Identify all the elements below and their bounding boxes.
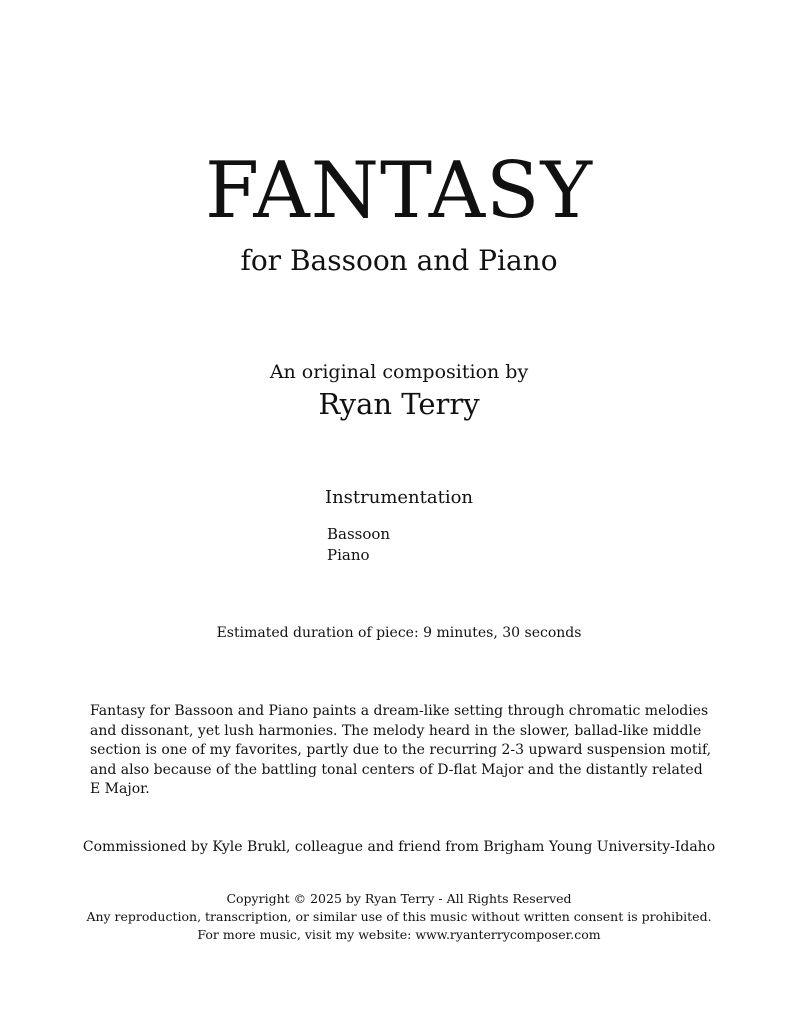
commission-text: Commissioned by Kyle Brukl, colleague and friend from Brigham Young University-Idaho — [82, 839, 716, 855]
duration-text: Estimated duration of piece: 9 minutes, 30 seconds — [216, 625, 582, 641]
subtitle: for Bassoon and Piano — [240, 244, 558, 277]
reproduction-notice: Any reproduction, transcription, or similar use of this music without written consent is prohibited. — [86, 909, 712, 924]
instrument-list — [327, 524, 390, 566]
website-notice: For more music, visit my website: www.ryanterrycomposer.com — [197, 927, 601, 942]
copyright-notice: Copyright © 2025 by Ryan Terry - All Rights Reserved — [226, 891, 572, 906]
instrument-item-bassoon: Bassoon — [327, 525, 391, 543]
instrument-item-piano: Piano — [327, 546, 370, 564]
instrumentation-heading: Instrumentation — [324, 487, 474, 508]
byline: An original composition by — [269, 361, 529, 383]
composer-name: Ryan Terry — [318, 387, 480, 421]
page-title: FANTASY — [205, 146, 593, 236]
program-note: Fantasy for Bassoon and Piano paints a dream-like setting through chromatic melodies and dissonant, yet lush harmonies. The melody heard in the slower, ballad-like middle section is one of my favorites, partly due to the recurring 2-3 upward suspension motif, and also because of the battling tonal centers of D-flat Major and the distantly related E Major. — [90, 703, 712, 797]
